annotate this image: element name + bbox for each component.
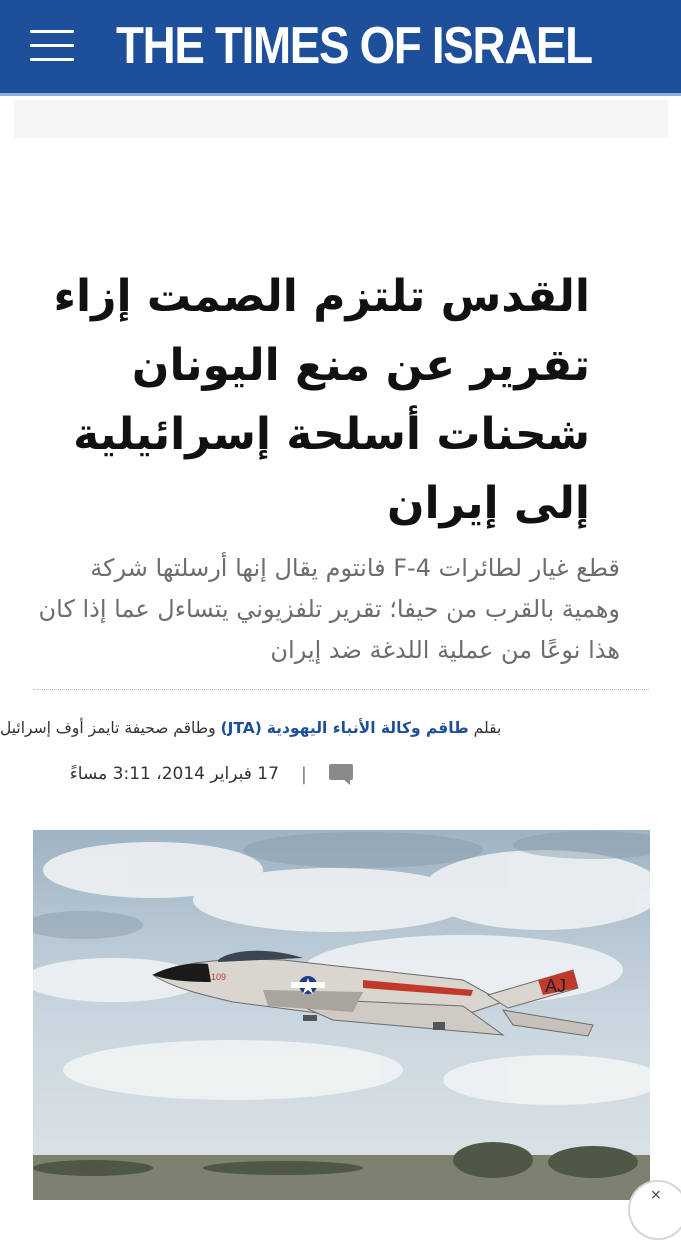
article-headline: القدس تلتزم الصمت إزاء تقرير عن منع اليونان شحنات أسلحة إسرائيلية إلى إيران	[53, 271, 590, 529]
menu-bar	[30, 30, 74, 33]
fighter-jet-photo	[33, 830, 650, 1200]
meta-separator: |	[300, 763, 307, 785]
close-icon: ⨯	[650, 1187, 662, 1203]
tail-marking: AJ	[545, 976, 567, 996]
menu-bar	[30, 58, 74, 61]
byline-prefix: بقلم	[473, 719, 502, 737]
site-header	[0, 0, 681, 96]
publish-date: 17 فبراير 2014، 3:11 مساءً	[69, 764, 279, 784]
agency-link[interactable]: (JTA)	[220, 719, 262, 737]
article-image[interactable]	[33, 830, 650, 1200]
article-subtitle: قطع غيار لطائرات F-4 فانتوم يقال إنها أرسلتها شركة وهمية بالقرب من حيفا؛ تقرير تلفزيوني يتساءل عما إذا كان هذا نوعًا من عملية اللدغة ضد إيران	[38, 554, 620, 664]
menu-bar	[30, 44, 74, 47]
author-link[interactable]: طاقم وكالة الأنباء اليهودية	[266, 719, 469, 737]
divider	[33, 689, 649, 690]
ad-slot	[14, 100, 668, 138]
comment-bubble-tail	[343, 779, 350, 785]
article-byline	[0, 708, 681, 748]
nose-number: 109	[211, 972, 227, 982]
article-meta	[33, 758, 353, 790]
hamburger-menu-icon[interactable]	[30, 28, 74, 64]
comment-bubble-icon[interactable]	[329, 764, 353, 784]
site-logo[interactable]: THE TIMES OF ISRAEL	[116, 17, 592, 75]
close-button[interactable]	[628, 1180, 681, 1240]
comment-bubble-body	[329, 764, 353, 780]
byline-suffix: وطاقم صحيفة تايمز أوف إسرائيل	[0, 719, 216, 737]
